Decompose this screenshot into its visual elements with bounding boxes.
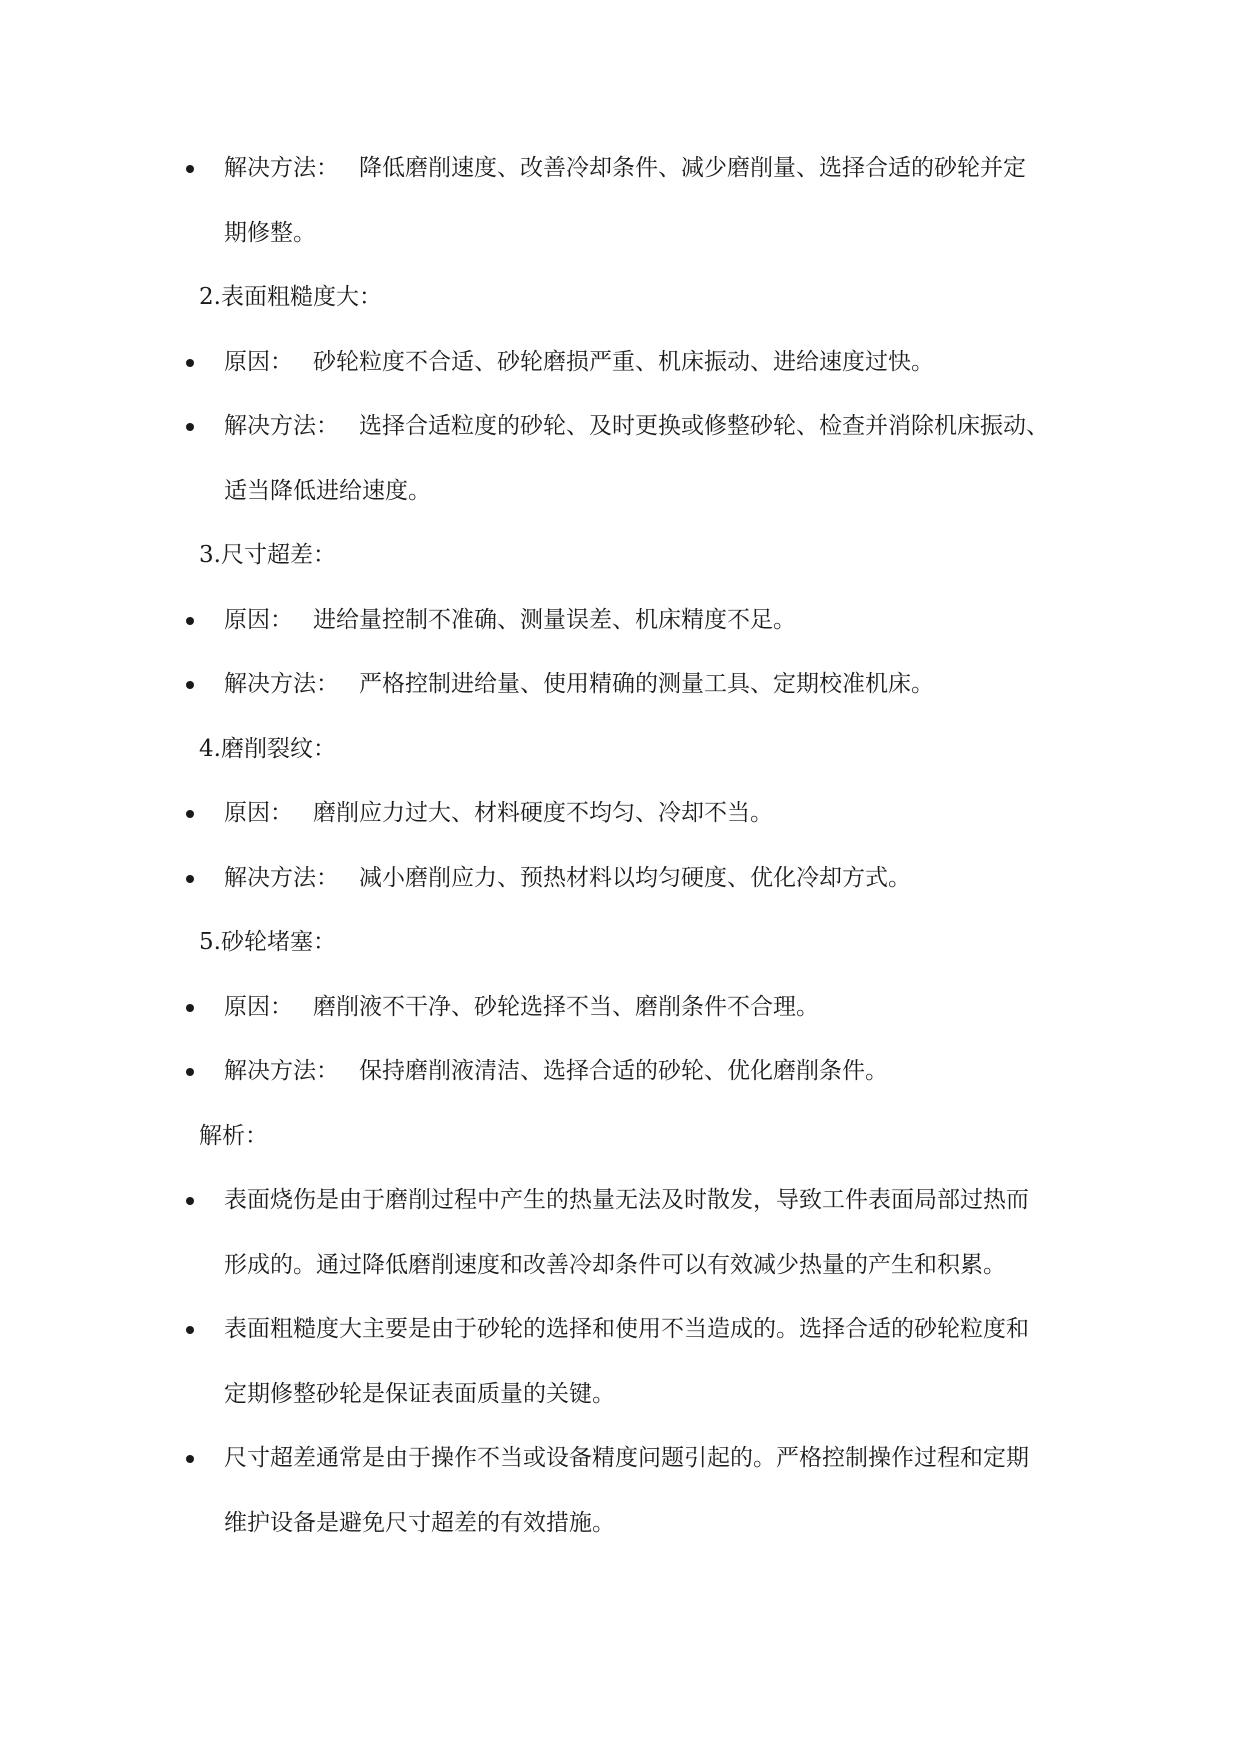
item-text: 选择合适粒度的砂轮、及时更换或修整砂轮、检查并消除机床振动、 bbox=[359, 413, 1049, 439]
item-text: 表面粗糙度大主要是由于砂轮的选择和使用不当造成的。选择合适的砂轮粒度和 bbox=[224, 1316, 1029, 1342]
item-text: 期修整。 bbox=[224, 219, 316, 246]
list-item bbox=[0, 1039, 1241, 1104]
heading-text: 2.表面粗糙度大： bbox=[199, 284, 382, 310]
item-text: 砂轮粒度不合适、砂轮磨损严重、机床振动、进给速度过快。 bbox=[313, 348, 934, 375]
item-text: 表面烧伤是由于磨削过程中产生的热量无法及时散发，导致工件表面局部过热而 bbox=[224, 1187, 1029, 1213]
list-item bbox=[0, 1168, 1241, 1233]
item-text: 保持磨削液清洁、选择合适的砂轮、优化磨削条件。 bbox=[359, 1058, 888, 1084]
list-item-continuation bbox=[0, 201, 1241, 266]
list-item bbox=[0, 652, 1241, 717]
bullet-icon bbox=[186, 359, 194, 367]
item-label: 原因： bbox=[224, 348, 293, 375]
bullet-icon bbox=[186, 617, 194, 625]
item-label: 解决方法： bbox=[224, 413, 339, 439]
list-item-continuation bbox=[0, 459, 1241, 524]
bullet-icon bbox=[186, 875, 194, 883]
item-text: 尺寸超差通常是由于操作不当或设备精度问题引起的。严格控制操作过程和定期 bbox=[224, 1445, 1029, 1471]
list-item bbox=[0, 588, 1241, 653]
list-item bbox=[0, 846, 1241, 911]
list-item-continuation bbox=[0, 1491, 1241, 1556]
list-item bbox=[0, 1297, 1241, 1362]
item-label: 原因： bbox=[224, 606, 293, 633]
bullet-icon bbox=[186, 810, 194, 818]
item-text: 适当降低进给速度。 bbox=[224, 477, 431, 504]
list-item-continuation bbox=[0, 1233, 1241, 1298]
list-item bbox=[0, 975, 1241, 1040]
section-heading bbox=[0, 910, 1241, 975]
item-label: 原因： bbox=[224, 800, 293, 826]
bullet-icon bbox=[186, 1197, 194, 1205]
item-text: 维护设备是避免尺寸超差的有效措施。 bbox=[224, 1509, 615, 1536]
heading-text: 3.尺寸超差： bbox=[199, 542, 336, 568]
item-label: 解决方法： bbox=[224, 864, 339, 891]
heading-text: 解析： bbox=[199, 1122, 268, 1149]
list-item bbox=[0, 1426, 1241, 1491]
document-content bbox=[0, 136, 1241, 1555]
list-item bbox=[0, 330, 1241, 395]
section-heading bbox=[0, 523, 1241, 588]
bullet-icon bbox=[186, 1068, 194, 1076]
item-text: 降低磨削速度、改善冷却条件、减少磨削量、选择合适的砂轮并定 bbox=[359, 155, 1026, 181]
bullet-icon bbox=[186, 681, 194, 689]
bullet-icon bbox=[186, 165, 194, 173]
section-heading bbox=[0, 717, 1241, 782]
item-label: 解决方法： bbox=[224, 155, 339, 181]
list-item-continuation bbox=[0, 1362, 1241, 1427]
item-label: 原因： bbox=[224, 993, 293, 1020]
list-item bbox=[0, 781, 1241, 846]
bullet-icon bbox=[186, 1455, 194, 1463]
item-label: 解决方法： bbox=[224, 1058, 339, 1084]
section-heading bbox=[0, 1104, 1241, 1169]
item-text: 严格控制进给量、使用精确的测量工具、定期校准机床。 bbox=[359, 671, 934, 697]
bullet-icon bbox=[186, 423, 194, 431]
list-item bbox=[0, 394, 1241, 459]
item-text: 磨削应力过大、材料硬度不均匀、冷却不当。 bbox=[313, 800, 773, 826]
item-text: 减小磨削应力、预热材料以均匀硬度、优化冷却方式。 bbox=[359, 864, 911, 891]
list-item bbox=[0, 136, 1241, 201]
bullet-icon bbox=[186, 1326, 194, 1334]
item-label: 解决方法： bbox=[224, 671, 339, 697]
heading-text: 5.砂轮堵塞： bbox=[199, 929, 336, 955]
item-text: 形成的。通过降低磨削速度和改善冷却条件可以有效减少热量的产生和积累。 bbox=[224, 1251, 1006, 1278]
heading-text: 4.磨削裂纹： bbox=[199, 735, 336, 762]
section-heading bbox=[0, 265, 1241, 330]
item-text: 定期修整砂轮是保证表面质量的关键。 bbox=[224, 1380, 615, 1407]
item-text: 进给量控制不准确、测量误差、机床精度不足。 bbox=[313, 606, 796, 633]
item-text: 磨削液不干净、砂轮选择不当、磨削条件不合理。 bbox=[313, 993, 819, 1020]
bullet-icon bbox=[186, 1004, 194, 1012]
